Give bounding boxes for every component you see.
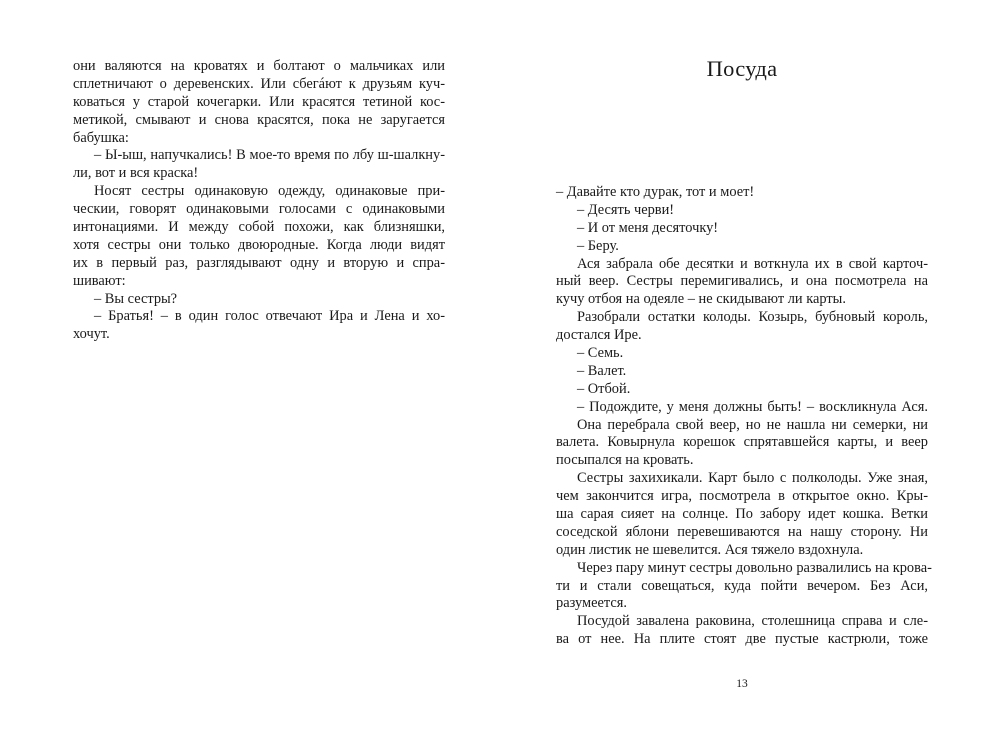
text-line: – Вы сестры? [94, 290, 178, 307]
text-line: Она перебрала свой веер, но не нашла ни семерки, ни [577, 416, 928, 433]
text-line: они валяются на кроватях и болтают о мальчиках или [73, 58, 445, 74]
text-line: – Ы-ыш, напучкались! В мое-то время по лбу ш-шалкну- [94, 147, 445, 164]
text-line: валета. Ковырнула корешок спрятавшейся карты, и веер [556, 434, 928, 451]
text-line: бабушка: [73, 129, 129, 146]
chapter-title: Посуда [706, 56, 778, 81]
text-line: ти и стали совещаться, куда пойти вечером. Без Аси, [556, 577, 928, 594]
text-line: Сестры захихикали. Карт было с полколоды. Уже зная, [577, 470, 928, 487]
text-line: интонациями. И между собой похожи, как близняшки, [73, 219, 445, 236]
text-line: – Братья! – в один голос отвечают Ира и Лена и хо- [94, 308, 445, 325]
text-line: – Валет. [577, 362, 627, 379]
text-line: достался Ире. [556, 327, 642, 344]
text-line: сплетничают о деревенских. Или сбегáют к друзьям куч- [73, 75, 445, 92]
text-line: ный веер. Сестры перемигивались, и она посмотрела на [556, 273, 928, 290]
text-line: ческии, говорят одинаковыми голосами с одинаковыми [73, 201, 445, 218]
right-page [556, 0, 932, 748]
text-line: соседской яблони перевешиваются на нашу сторону. Ни [556, 523, 928, 540]
text-line: посыпался на кровать. [556, 452, 694, 469]
text-line: – Отбой. [577, 380, 631, 397]
text-line: – Подождите, у меня должны быть! – воскликнула Ася. [577, 398, 928, 415]
text-line: разумеется. [556, 595, 627, 612]
text-line: – Десять черви! [577, 201, 675, 218]
text-line: – Семь. [577, 345, 624, 362]
page-number: 13 [736, 678, 748, 690]
text-line: ва от нее. На плите стоят две пустые кастрюли, тоже [556, 631, 928, 648]
text-line: их в первый раз, разглядывают одну и вторую и спра- [73, 254, 445, 271]
text-line: Ася забрала обе десятки и воткнула их в свой карточ- [577, 255, 928, 272]
text-line: метикой, смывают и снова красятся, пока не заругается [73, 111, 445, 128]
text-line: ли, вот и вся краска! [73, 165, 199, 182]
text-line: коваться у старой кочегарки. Или красятся тетиной кос- [73, 93, 445, 110]
text-line: ша сарая сияет на солнце. По забору идет кошка. Ветки [556, 506, 928, 523]
text-line: один листик не шевелится. Ася тяжело вздохнула. [556, 541, 864, 558]
text-line: кучу отбоя на одеяле – не скидывают ли карты. [556, 291, 846, 308]
text-line: хочут. [73, 326, 110, 343]
text-line: Через пару минут сестры довольно развалились на крова- [577, 559, 932, 576]
text-line: – Давайте кто дурак, тот и моет! [556, 184, 755, 200]
text-line: Носят сестры одинаковую одежду, одинаковые при- [94, 183, 445, 200]
text-line: чем закончится игра, посмотрела в открытое окно. Кры- [556, 488, 928, 505]
left-page-text [73, 58, 445, 344]
text-line: – И от меня десяточку! [577, 219, 719, 236]
left-page [73, 0, 445, 748]
text-line: Посудой завалена раковина, столешница справа и сле- [577, 613, 928, 630]
text-line: шивают: [73, 272, 126, 289]
text-line: – Беру. [577, 237, 619, 254]
right-page-text [556, 184, 932, 649]
text-line: хотя сестры они только двоюродные. Когда люди видят [73, 236, 445, 253]
text-line: Разобрали остатки колоды. Козырь, бубновый король, [577, 309, 928, 326]
